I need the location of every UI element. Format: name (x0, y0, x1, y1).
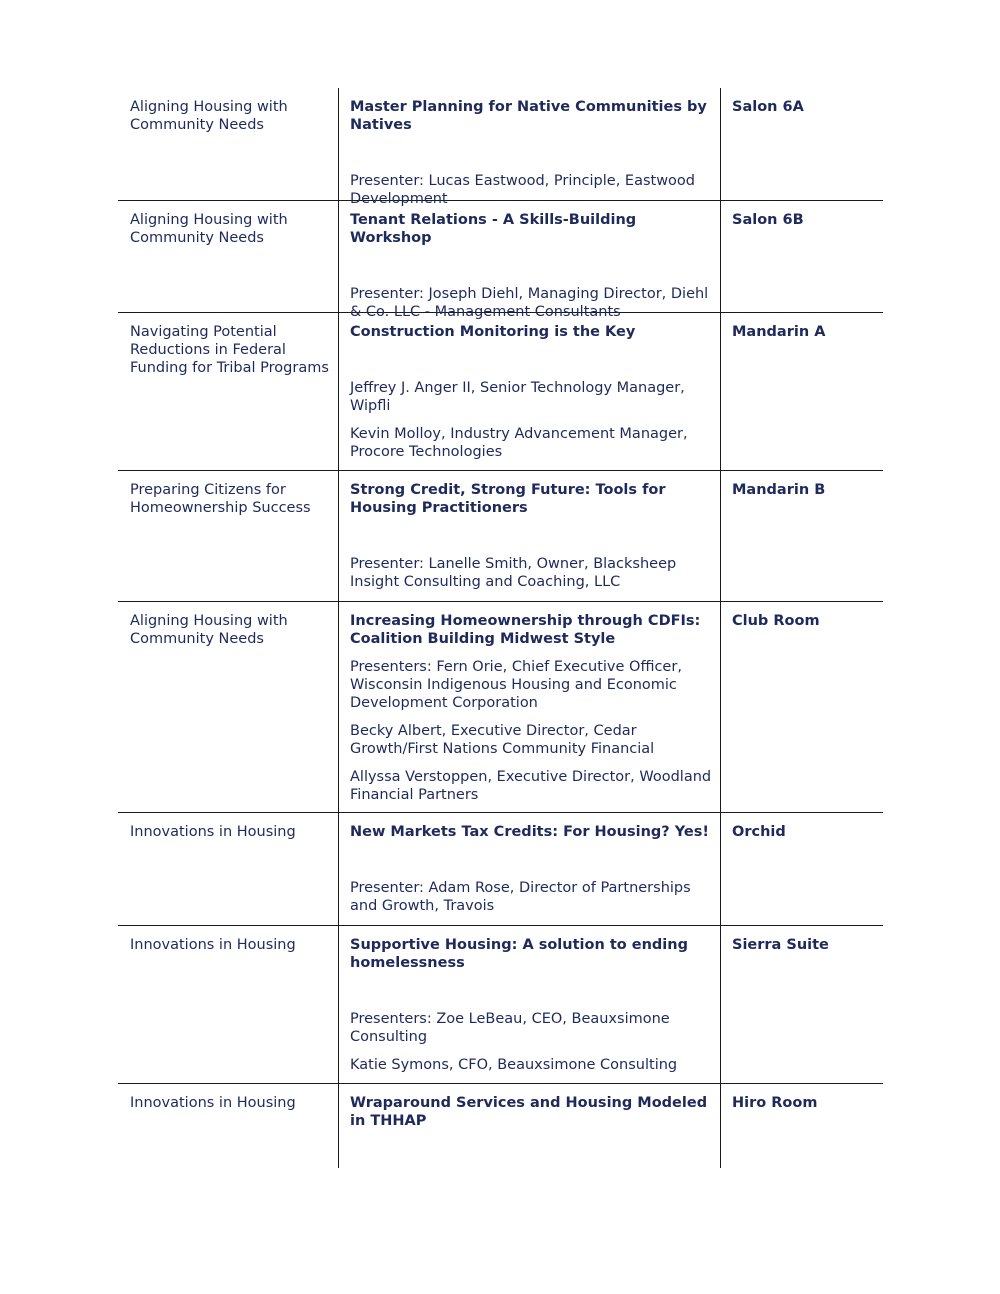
schedule-row (118, 471, 883, 602)
column-divider (338, 926, 339, 1083)
track-name: Aligning Housing with Community Needs (130, 99, 288, 133)
presenter: Presenter: Adam Rose, Director of Partnerships and Growth, Travois (350, 880, 691, 914)
room-name: Mandarin A (732, 324, 826, 340)
column-divider (338, 88, 339, 200)
track-name: Preparing Citizens for Homeownership Success (130, 482, 311, 516)
room-name: Sierra Suite (732, 937, 829, 953)
schedule-row (118, 813, 883, 926)
schedule-row (118, 602, 883, 813)
track-name: Innovations in Housing (130, 824, 296, 840)
session-cell (350, 936, 722, 1074)
presenter: Presenter: Lucas Eastwood, Principle, Eastwood Development (350, 173, 696, 207)
presenter: Presenter: Lanelle Smith, Owner, Blacksheep Insight Consulting and Coaching, LLC (350, 556, 677, 590)
track-name: Aligning Housing with Community Needs (130, 613, 288, 647)
session-title: Increasing Homeownership through CDFIs: Coalition Building Midwest Style (350, 613, 701, 647)
session-title: Wraparound Services and Housing Modeled in THHAP (350, 1095, 708, 1129)
presenter: Katie Symons, CFO, Beauxsimone Consulting (350, 1057, 678, 1073)
room-name: Mandarin B (732, 482, 826, 498)
presenter: Presenters: Fern Orie, Chief Executive Officer, Wisconsin Indigenous Housing and Economic Development Corporation (350, 659, 682, 711)
schedule-row (118, 88, 883, 207)
column-divider (338, 1084, 339, 1168)
track-name: Aligning Housing with Community Needs (130, 212, 288, 246)
session-cell (350, 1094, 722, 1130)
schedule-row (118, 1084, 883, 1168)
presenter: Allyssa Verstoppen, Executive Director, Woodland Financial Partners (350, 769, 712, 803)
room-name: Hiro Room (732, 1095, 818, 1111)
column-divider (338, 313, 339, 470)
column-divider (338, 201, 339, 312)
column-divider (338, 602, 339, 812)
session-title: Tenant Relations - A Skills-Building Workshop (350, 212, 637, 246)
presenter: Becky Albert, Executive Director, Cedar Growth/First Nations Community Financial (350, 723, 655, 757)
column-divider (338, 813, 339, 925)
session-title: Master Planning for Native Communities by Natives (350, 99, 707, 133)
presenter: Jeffrey J. Anger II, Senior Technology Manager, Wipfli (350, 380, 685, 414)
presenter: Presenters: Zoe LeBeau, CEO, Beauxsimone Consulting (350, 1011, 670, 1045)
room-name: Club Room (732, 613, 820, 629)
column-divider (338, 471, 339, 601)
room-name: Salon 6B (732, 212, 804, 228)
session-cell (350, 481, 722, 591)
session-cell (350, 612, 722, 804)
track-name: Innovations in Housing (130, 937, 296, 953)
schedule-row (118, 926, 883, 1084)
session-cell (350, 211, 722, 321)
session-cell (350, 98, 722, 208)
session-title: New Markets Tax Credits: For Housing? Yes! (350, 824, 709, 840)
track-name: Navigating Potential Reductions in Federal Funding for Tribal Programs (130, 324, 329, 376)
session-cell (350, 323, 722, 461)
room-name: Orchid (732, 824, 786, 840)
room-name: Salon 6A (732, 99, 804, 115)
schedule-row (118, 201, 883, 320)
session-title: Construction Monitoring is the Key (350, 324, 636, 340)
presenter: Kevin Molloy, Industry Advancement Manager, Procore Technologies (350, 426, 688, 460)
presenter: Presenter: Joseph Diehl, Managing Director, Diehl & Co. LLC - Management Consultants (350, 286, 709, 320)
schedule-row (118, 313, 883, 471)
session-title: Strong Credit, Strong Future: Tools for Housing Practitioners (350, 482, 666, 516)
session-title: Supportive Housing: A solution to ending homelessness (350, 937, 688, 971)
session-cell (350, 823, 722, 915)
track-name: Innovations in Housing (130, 1095, 296, 1111)
